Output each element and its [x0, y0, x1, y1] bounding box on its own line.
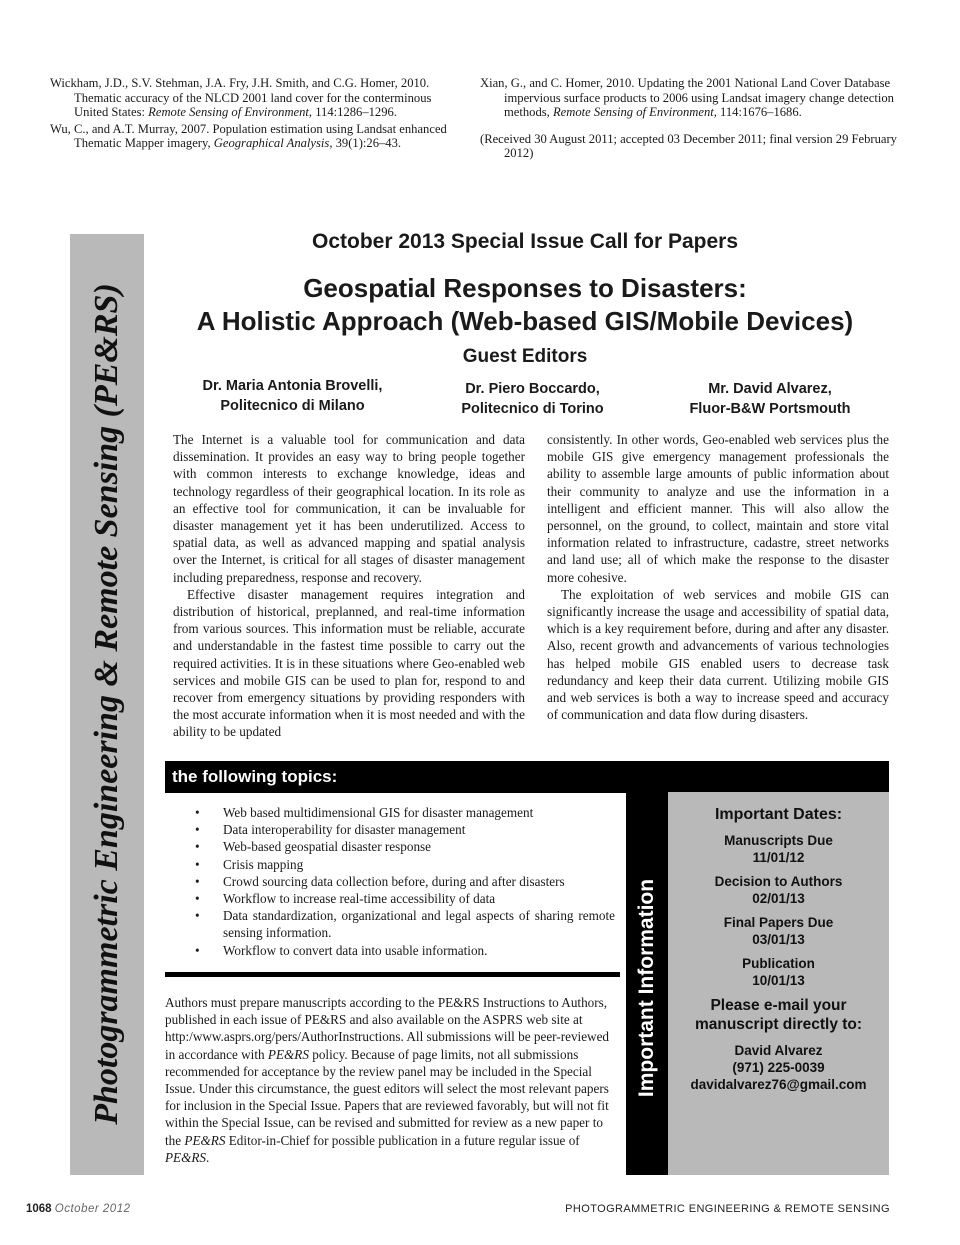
- bullet-icon: •: [195, 942, 200, 958]
- reference-entry: Wickham, J.D., S.V. Stehman, J.A. Fry, J.H. Smith, and C.G. Homer, 2010. Thematic accuracy of the NLCD 2001 land cover for the conterminous United States: Remote Sensing of Environment, 114:1286–1296.: [50, 76, 432, 120]
- page-footer-left: [26, 1203, 130, 1215]
- body-column-right: [547, 431, 889, 723]
- bullet-icon: •: [195, 873, 200, 889]
- list-item: • Crowd sourcing data collection before, during and after disasters: [195, 873, 565, 889]
- body-paragraph: Effective disaster management requires integration and distribution of historical, preplanned, and real-time information from various sources. This information must be reliable, accurate and understandable in the fastest time possible to carry out the required activities. It is in these situations where Geo-enabled web services and mobile GIS can be used to plan for, respond to and recover from emergency situations by providing responders with the most accurate information when it is most needed and with the ability to be updated: [173, 586, 525, 740]
- body-paragraph: The exploitation of web services and mobile GIS can significantly increase the usage and accessibility of spatial data, which is a key requirement before, during and after any disaster. Also, recent growth and advancements of various technologies has helped mobile GIS enabled users to decrease task redundancy and keep their data current. Utilizing mobile GIS and web services is both a way to increase speed and accuracy of communication and data flow during disasters.: [547, 586, 889, 723]
- important-dates: [668, 806, 889, 1093]
- special-issue-title: Geospatial Responses to Disasters: A Holistic Approach (Web-based GIS/Mobile Devices): [196, 273, 854, 336]
- body-paragraph: consistently. In other words, Geo-enabled web services plus the mobile GIS give emergency management professionals the ability to assemble large amounts of public information about their community to analyze and use the information in a intelligent and efficient manner. This will also allow the personnel, on the ground, to collect, maintain and store vital information related to infrastructure, cadastre, street networks and land use; all of which make the response to the disaster more cohesive.: [547, 432, 889, 585]
- list-item: • Data interoperability for disaster management: [195, 822, 466, 838]
- guest-editor: Dr. Piero Boccardo, Politecnico di Torino: [461, 381, 604, 417]
- bullet-icon: •: [195, 856, 200, 872]
- body-paragraph: The Internet is a valuable tool for communication and data dissemination. It provides an easy way to bring people together with common interests to exchange knowledge, ideas and technology regardless of their geographical location. In its role as an effective tool for communication, it can be invaluable for disaster management yet it has been underutilized. Access to spatial data, as well as advanced mapping and spatial analysis over the Internet, is critical for all stages of disaster management including preparedness, response and recovery.: [173, 432, 525, 585]
- date-entry: Publication 10/01/13: [742, 956, 815, 988]
- call-for-papers-title: October 2013 Special Issue Call for Papers: [311, 230, 739, 253]
- date-entry: Manuscripts Due 11/01/12: [724, 833, 833, 865]
- contact-info: [668, 1042, 889, 1093]
- bullet-icon: •: [195, 805, 200, 820]
- guest-editor: Mr. David Alvarez, Fluor-B&W Portsmouth: [689, 381, 851, 417]
- journal-sidebar-title: Photogrammetric Engineering & Remote Sensing (PE&RS): [88, 283, 125, 1125]
- references-right: [480, 76, 900, 163]
- body-column-left: [173, 431, 525, 741]
- date-entry: Decision to Authors 02/01/13: [714, 874, 843, 906]
- page-number: 1068: [26, 1203, 52, 1215]
- received-note: (Received 30 August 2011; accepted 03 December 2011; final version 29 February 2012): [480, 131, 897, 161]
- guest-editor: Dr. Maria Antonia Brovelli, Politecnico di Milano: [202, 378, 383, 414]
- author-instructions: Authors must prepare manuscripts according to the PE&RS Instructions to Authors, published in each issue of PE&RS and also available on the ASPRS web site at http:/www.asprs.org/pers/AuthorInstructions. All submissions will be peer-reviewed in accordance with PE&RS policy. Because of page limits, not all submissions recommended for acceptance by the review panel may be included in the Special Issue. Under this circumstance, the guest editors will select the most relevant papers for inclusion in the Special Issue. Papers that are reviewed favorably, but will not fit within the Special Issue, can be revised and submitted for review as a new paper to the PE&RS Editor-in-Chief for possible publication in a future regular issue of PE&RS.: [165, 995, 610, 1165]
- reference-entry: Wu, C., and A.T. Murray, 2007. Population estimation using Landsat enhanced Thematic Mapper imagery, Geographical Analysis, 39(1):26–43.: [50, 121, 447, 151]
- contact-email[interactable]: davidalvarez76@gmail.com: [690, 1077, 867, 1092]
- bullet-icon: •: [195, 891, 200, 907]
- list-item: • Workflow to increase real-time accessibility of data: [195, 891, 496, 907]
- list-item: • Workflow to convert data into usable information.: [195, 942, 488, 958]
- divider: [165, 972, 620, 977]
- topics-list: [195, 804, 615, 959]
- list-item: • Web based multidimensional GIS for disaster management: [195, 805, 534, 820]
- contact-name: David Alvarez: [734, 1043, 823, 1058]
- bullet-icon: •: [195, 908, 200, 924]
- topics-label: the following topics:: [172, 767, 338, 786]
- journal-footer: PHOTOGRAMMETRIC ENGINEERING & REMOTE SENSING: [565, 1203, 890, 1215]
- email-heading: Please e-mail your manuscript directly to:: [694, 997, 863, 1033]
- contact-phone: (971) 225-0039: [732, 1060, 825, 1075]
- guest-editors-heading: Guest Editors: [462, 346, 588, 367]
- reference-entry: Xian, G., and C. Homer, 2010. Updating the 2001 National Land Cover Database impervious surface products to 2006 using Landsat imagery change detection methods, Remote Sensing of Environment, 114:1676–1686.: [480, 76, 894, 120]
- issue-date: October 2012: [54, 1203, 131, 1215]
- date-entry: Final Papers Due 03/01/13: [723, 915, 834, 947]
- list-item: • Data standardization, organizational and legal aspects of sharing remote sensing information.: [195, 908, 615, 941]
- bullet-icon: •: [195, 822, 200, 838]
- important-dates-heading: Important Dates:: [714, 806, 843, 823]
- bullet-icon: •: [195, 839, 200, 855]
- list-item: • Crisis mapping: [195, 856, 304, 872]
- list-item: • Web-based geospatial disaster response: [195, 839, 432, 855]
- references-left: [50, 76, 460, 153]
- important-info-label: Important Information: [635, 878, 658, 1098]
